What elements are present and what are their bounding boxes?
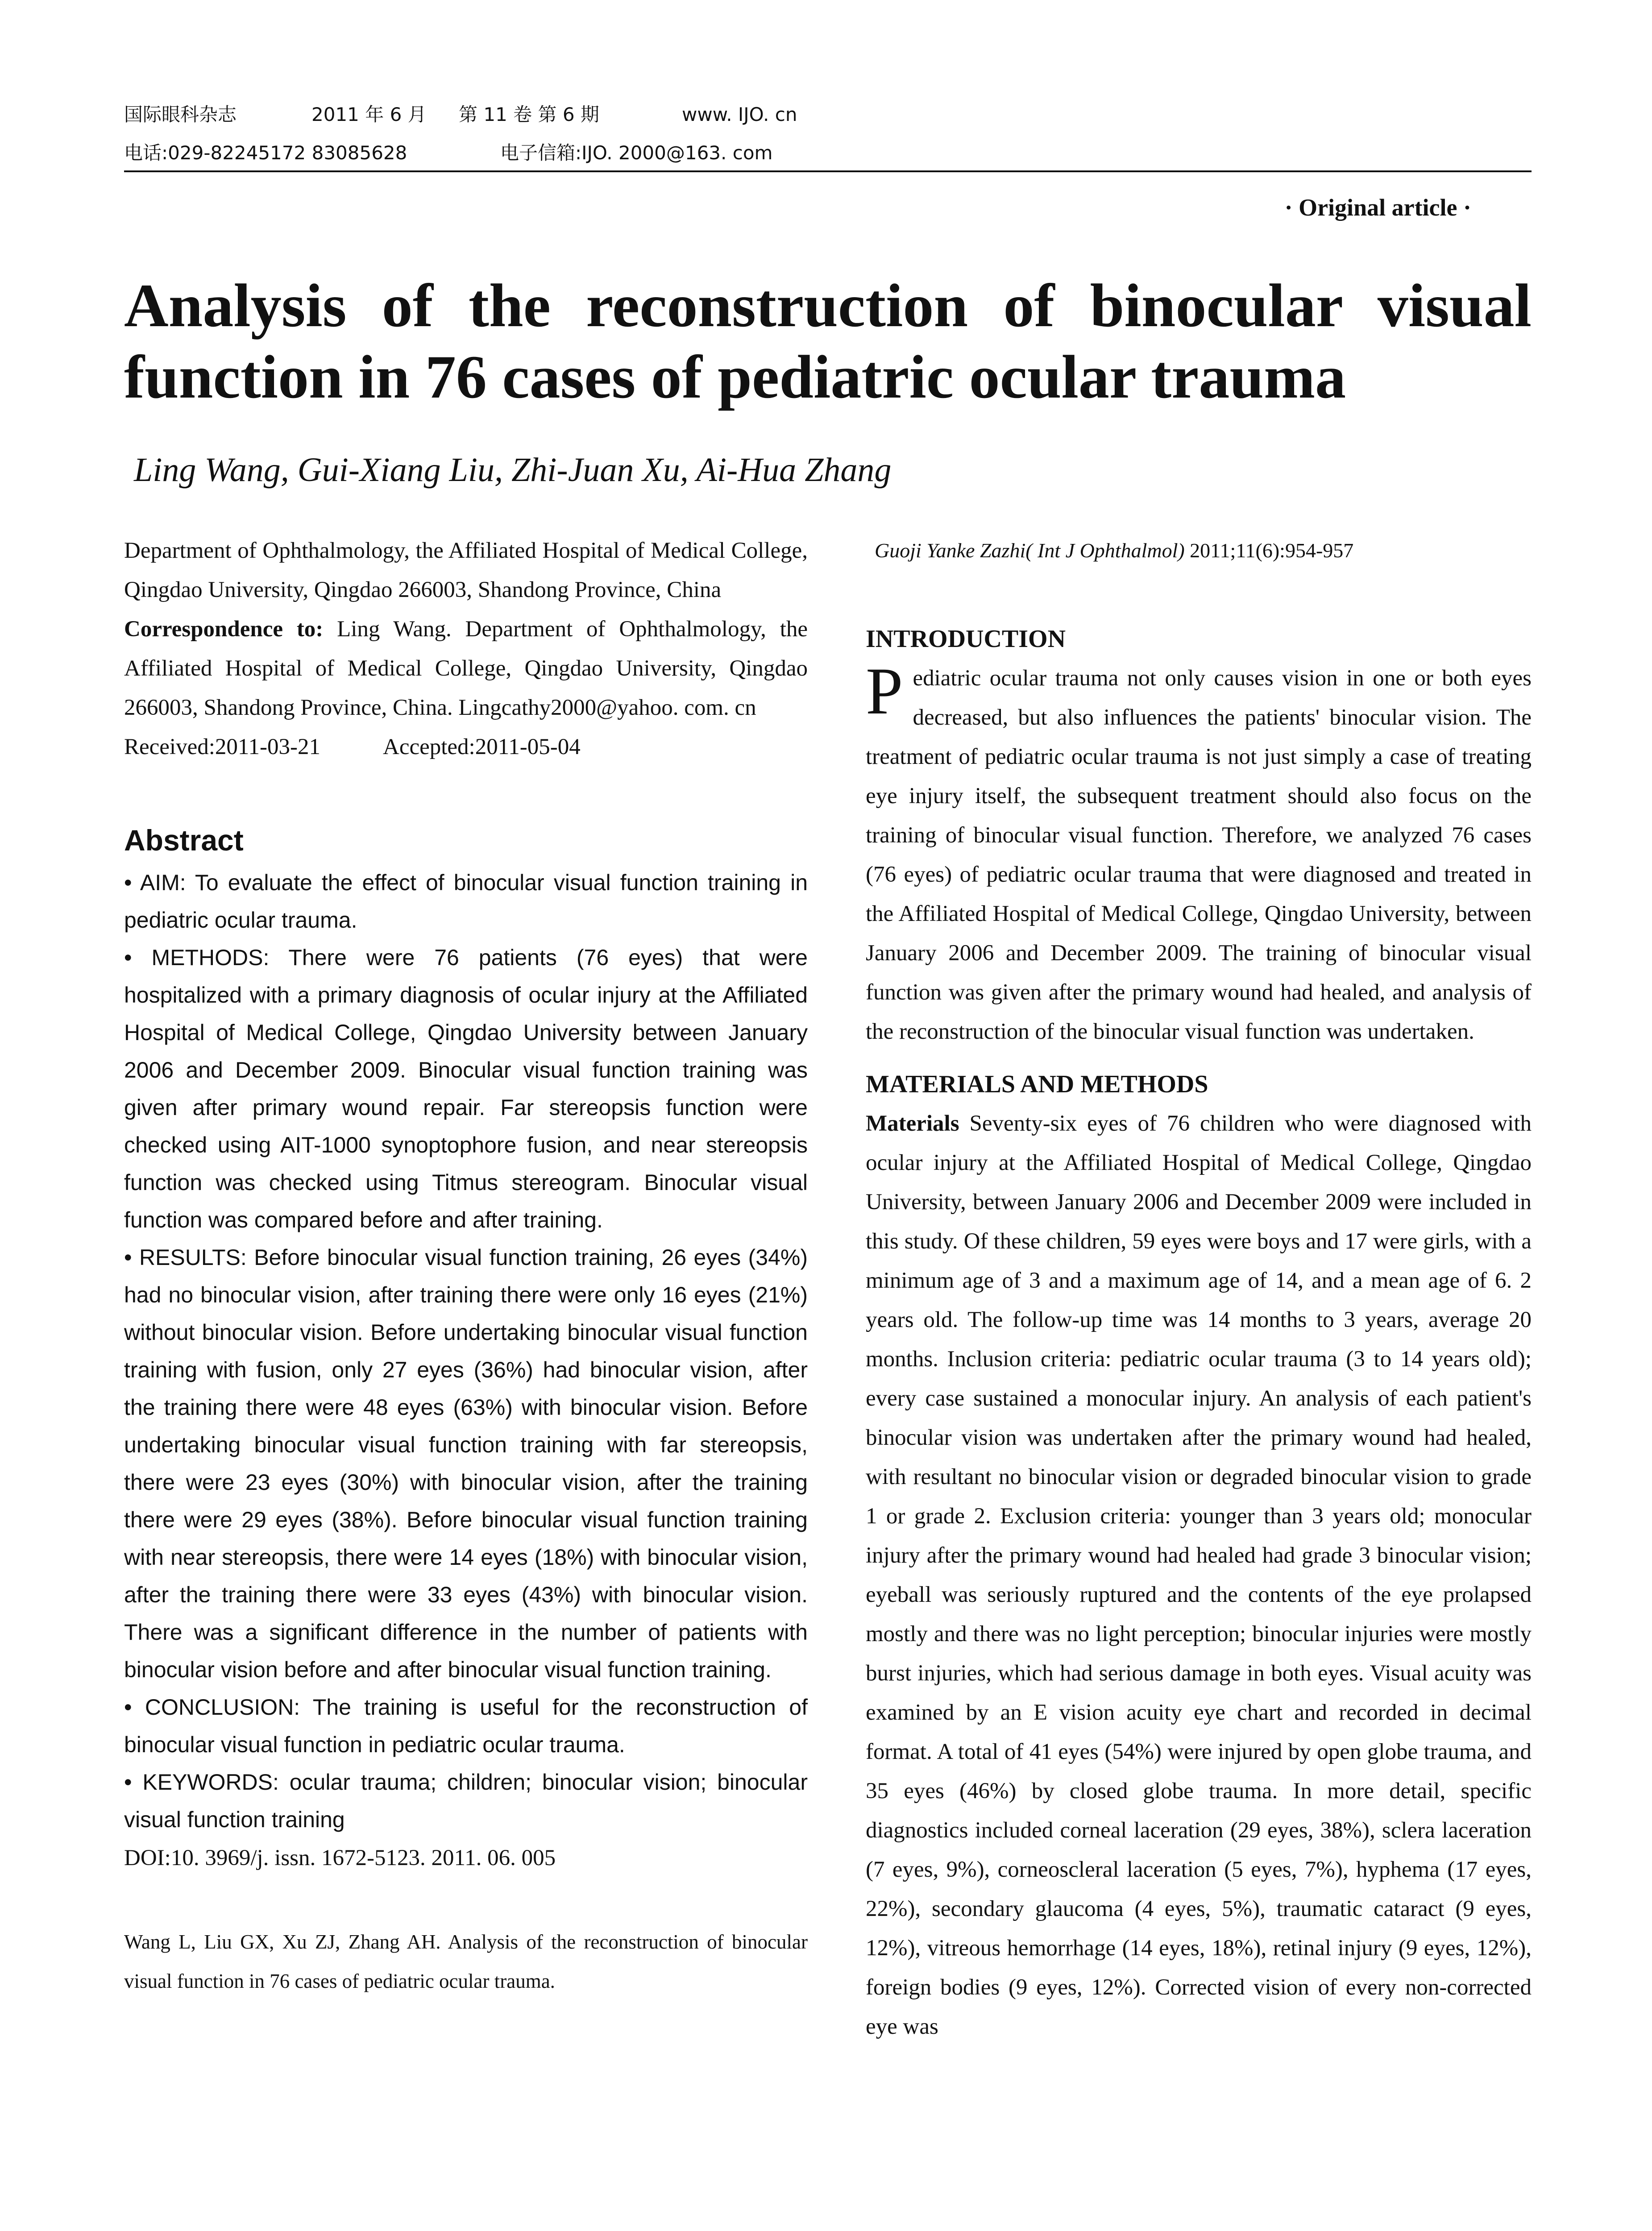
right-column xyxy=(866,531,1532,2046)
dates xyxy=(124,727,808,767)
drop-cap: P xyxy=(866,654,903,728)
journal-ref-pages: 2011;11(6):954-957 xyxy=(1184,539,1354,562)
abstract-keywords: • KEYWORDS: ocular trauma; children; binocular vision; binocular visual function training xyxy=(124,1770,808,1832)
received-date: Received:2011-03-21 xyxy=(124,734,320,759)
journal-ref-name: Guoji Yanke Zazhi( Int J Ophthalmol) xyxy=(875,539,1185,562)
abstract-aim: • AIM: To evaluate the effect of binocular visual function training in pediatric ocular trauma. xyxy=(124,870,808,933)
journal-phone: 电话:029-82245172 83085628 xyxy=(124,142,407,164)
introduction-text xyxy=(866,654,1532,1051)
materials-subheading: Materials xyxy=(866,1111,959,1136)
issue-date: 2011 年 6 月 xyxy=(311,104,427,125)
accepted-date: Accepted:2011-05-04 xyxy=(382,734,581,759)
introduction-body: ediatric ocular trauma not only causes vision in one or both eyes decreased, but also influences the patients' binocular vision. The treatment of pediatric ocular trauma is not just simply a case of treating eye injury itself, the subsequent treatment should also focus on the training of binocular visual function. Therefore, we analyzed 76 cases (76 eyes) of pediatric ocular trauma that were diagnosed and treated in the Affiliated Hospital of Medical College, Qingdao University, between January 2006 and December 2009. The training of binocular visual function was given after the primary wound had healed, and analysis of the reconstruction of the binocular visual function was undertaken. xyxy=(866,666,1532,1044)
correspondence-label: Correspondence to: xyxy=(124,617,324,642)
materials-body: Seventy-six eyes of 76 children who were diagnosed with ocular injury at the Affiliated Hospital of Medical College, Qingdao University, between January 2006 and December 2009 were included in this study. Of these children, 59 eyes were boys and 17 were girls, with a minimum age of 3 and a maximum age of 14, and a mean age of 6. 2 years old. The follow-up time was 14 months to 3 years, average 20 months. Inclusion criteria: pediatric ocular trauma (3 to 14 years old); every case sustained a monocular injury. An analysis of each patient's binocular vision was undertaken after the primary wound had healed, with resultant no binocular vision or degraded binocular vision to grade 1 or grade 2. Exclusion criteria: younger than 3 years old; monocular injury after the primary wound had healed had grade 3 binocular vision; eyeball was seriously ruptured and the contents of the eye prolapsed mostly and there was no light perception; binocular injuries were mostly burst injuries, which had serious damage in both eyes. Visual acuity was examined by an E vision acuity eye chart and recorded in decimal format. A total of 41 eyes (54%) were injured by open globe trauma, and 35 eyes (46%) by closed globe trauma. In more detail, specific diagnostics included corneal laceration (29 eyes, 38%), sclera laceration (7 eyes, 9%), corneoscleral laceration (5 eyes, 7%), hyphema (17 eyes, 22%), secondary glaucoma (4 eyes, 5%), traumatic cataract (9 eyes, 12%), vitreous hemorrhage (14 eyes, 18%), retinal injury (9 eyes, 12%), foreign bodies (9 eyes, 12%). Corrected vision of every non-corrected eye was xyxy=(866,1111,1532,2039)
methods-heading: MATERIALS AND METHODS xyxy=(866,1070,1208,1098)
journal-name: 国际眼科杂志 xyxy=(124,104,237,125)
affiliation: Department of Ophthalmology, the Affiliated Hospital of Medical College, Qingdao University, Qingdao 266003, Shandong Province, China xyxy=(124,538,808,602)
running-header-line2 xyxy=(124,138,772,165)
correspondence xyxy=(124,610,808,727)
abstract-methods: • METHODS: There were 76 patients (76 eyes) that were hospitalized with a primary diagnosis of ocular injury at the Affiliated Hospital of Medical College, Qingdao University between January 2006 and December 2009. Binocular visual function training was given after primary wound repair. Far stereopsis function were checked using AIT-1000 synoptophore fusion, and near stereopsis function was checked using Titmus stereogram. Binocular visual function was compared before and after training. xyxy=(124,945,808,1232)
abstract-conclusion: • CONCLUSION: The training is useful for the reconstruction of binocular visual function in pediatric ocular trauma. xyxy=(124,1695,808,1757)
abstract-results: • RESULTS: Before binocular visual function training, 26 eyes (34%) had no binocular vision, after training there were only 16 eyes (21%) without binocular vision. Before undertaking binocular visual function training with fusion, only 27 eyes (36%) had binocular vision, after the training there were 48 eyes (63%) with binocular vision. Before undertaking binocular visual function training with far stereopsis, there were 23 eyes (30%) with binocular vision, after the training there were 29 eyes (38%). Before binocular visual function training with near stereopsis, there were 14 eyes (18%) with binocular vision, after the training there were 33 eyes (43%) with binocular vision. There was a significant difference in the number of patients with binocular vision before and after binocular visual function training. xyxy=(124,1245,808,1682)
running-header-line1 xyxy=(124,100,797,127)
header-rule xyxy=(124,170,1532,172)
materials-text xyxy=(866,1104,1532,2046)
journal-website: www. IJO. cn xyxy=(682,104,797,125)
volume-issue: 第 11 卷 第 6 期 xyxy=(459,104,599,125)
author-list: Ling Wang, Gui-Xiang Liu, Zhi-Juan Xu, Ai-Hua Zhang xyxy=(134,451,892,489)
journal-reference xyxy=(866,531,1532,570)
left-column xyxy=(124,531,808,2001)
journal-email: 电子信箱:IJO. 2000@163. com xyxy=(500,142,773,164)
citation: Wang L, Liu GX, Xu ZJ, Zhang AH. Analysis of the reconstruction of binocular visual function in 76 cases of pediatric ocular trauma. xyxy=(124,1931,808,1992)
article-type: · Original article · xyxy=(1284,194,1471,221)
correspondence-text: Ling Wang. Department of Ophthalmology, the Affiliated Hospital of Medical College, Qingdao University, Qingdao 266003, Shandong Province, China. Lingcathy2000@yahoo. com. cn xyxy=(124,617,808,720)
doi: DOI:10. 3969/j. issn. 1672-5123. 2011. 06. 005 xyxy=(124,1845,556,1870)
article-title: Analysis of the reconstruction of binocular visual function in 76 cases of pediatric ocular trauma xyxy=(124,271,1532,411)
introduction-heading: INTRODUCTION xyxy=(866,625,1066,653)
abstract-heading: Abstract xyxy=(124,824,244,857)
